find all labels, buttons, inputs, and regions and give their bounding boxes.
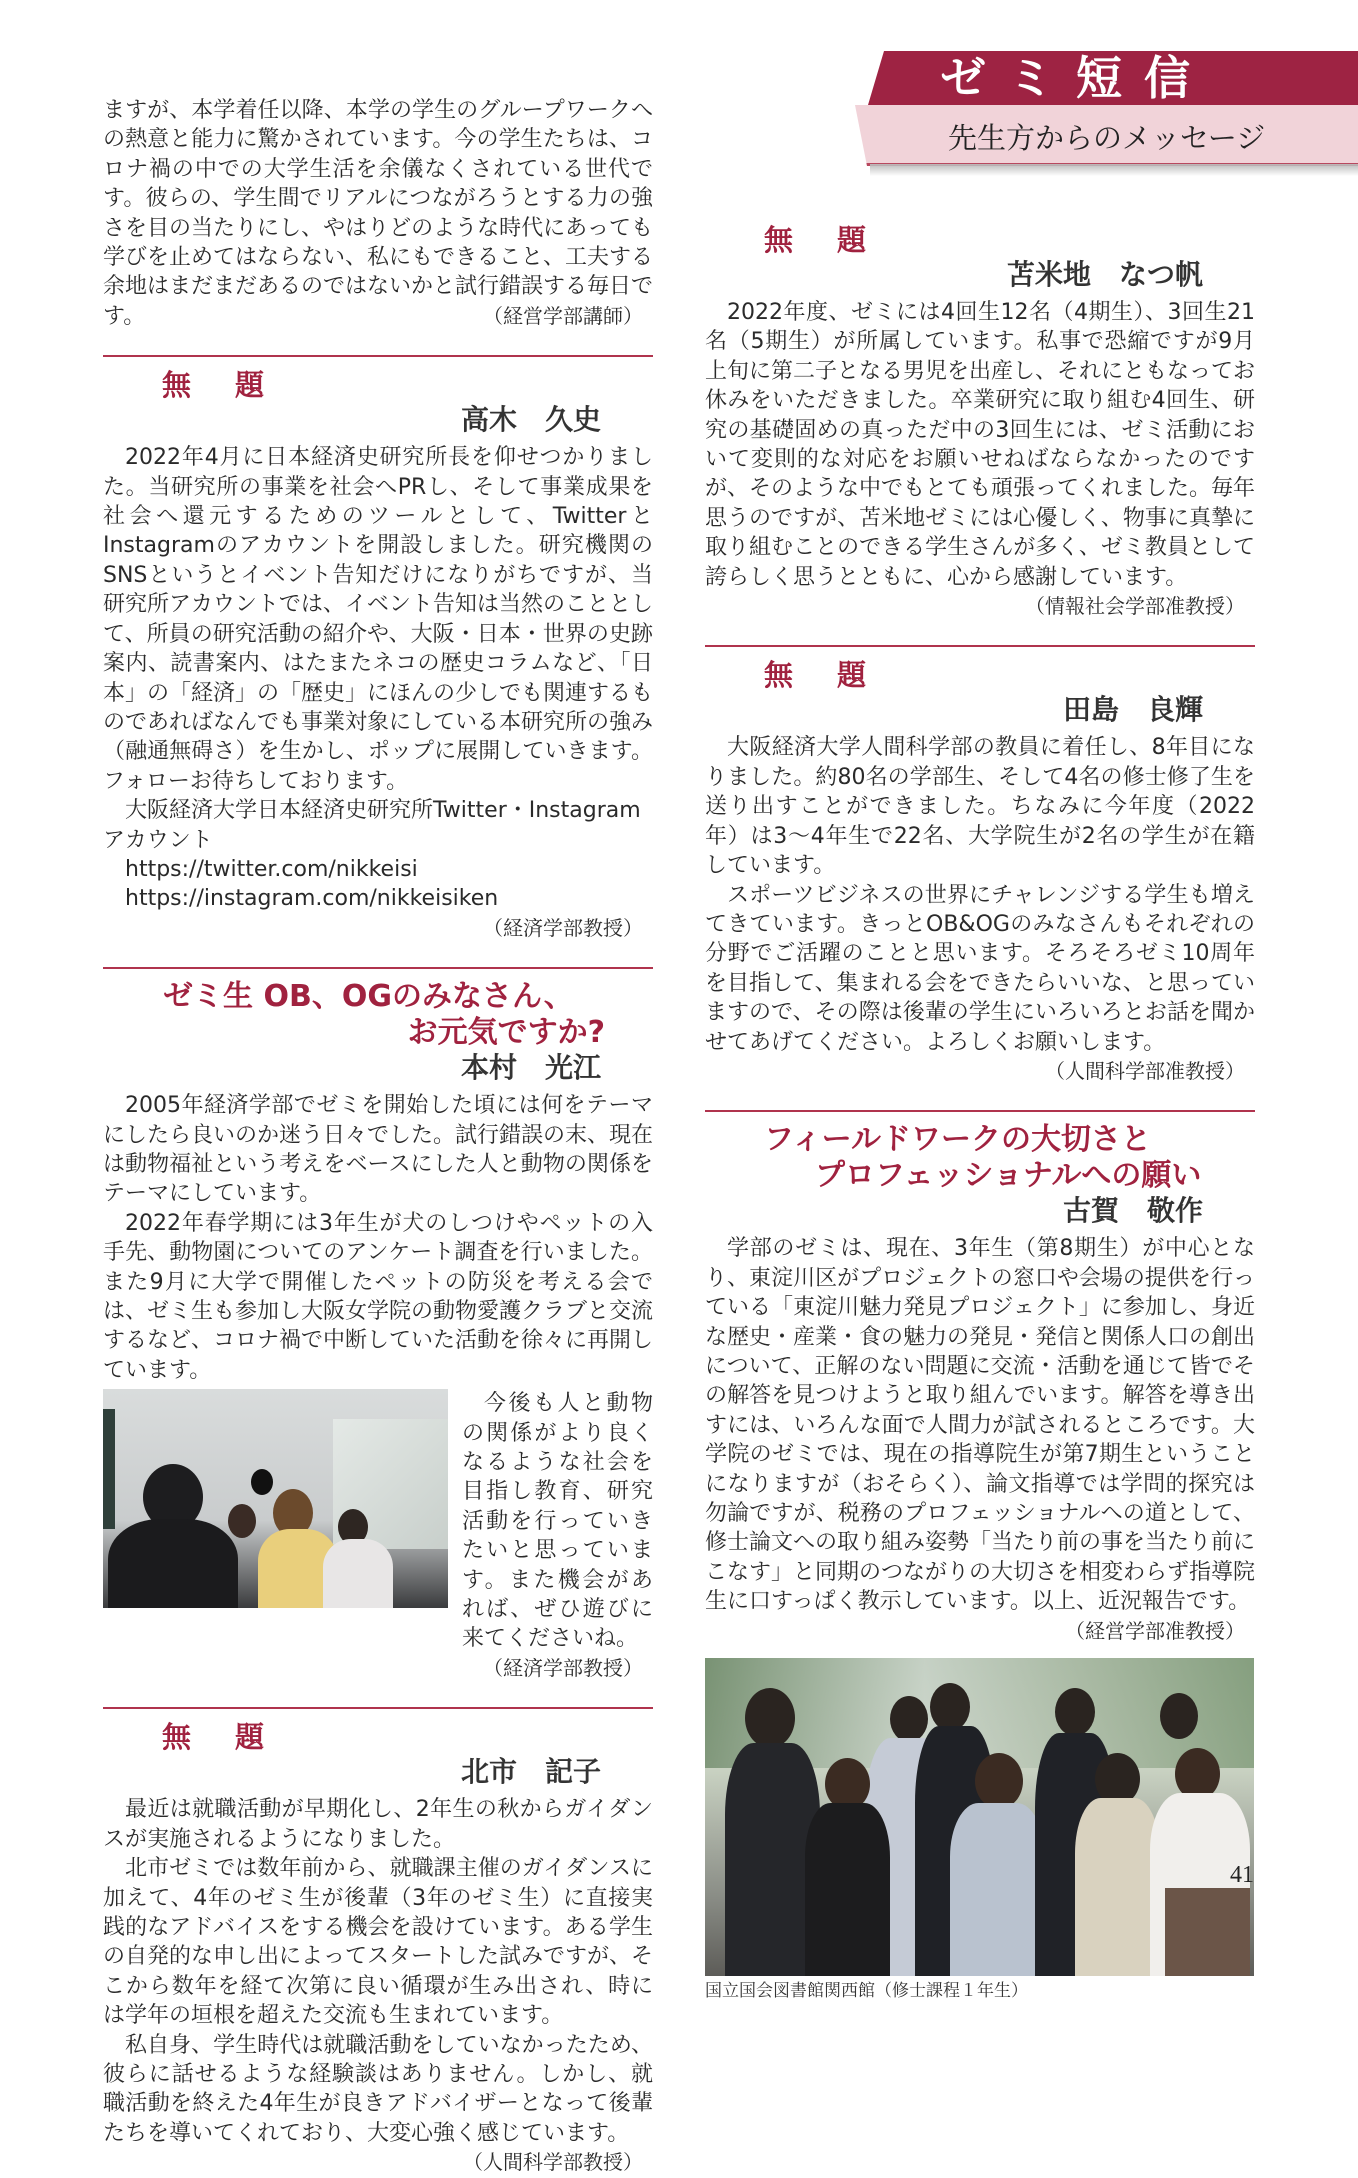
honmura-side-text (462, 1389, 653, 1683)
person-body (1075, 1798, 1160, 1976)
tajima-article (705, 733, 1255, 1086)
presenter-head (251, 1469, 273, 1495)
article-title-line2: お元気ですか? (407, 1015, 605, 1051)
body-paragraph: 2022年度、ゼミには4回生12名（4期生）、3回生21名（5期生）が所属しています。私事で恐縮ですが9月上旬に第二子となる男児を出産し、それにともなってお休みをいただきました。卒業研究に取り組む4回生、研究の基礎固めの真っただ中の3回生には、ゼミ活動において変則的な対応をお願いせねばならなかったのですが、そのような中でもとても頑張ってくれました。毎年思うのですが、苫米地ゼミには心優しく、物事に真摯に取り組むことのできる学生さんが多く、ゼミ教員として誇らしく思うとともに、心から感謝しています。 (705, 300, 1256, 590)
skirt (1165, 1888, 1250, 1976)
body-paragraph: 今後も人と動物の関係がより良くなるような社会を目指し教育、研究活動を行っていきたいと思っています。また機会があれば、ぜひ遊びに来てくださいね。 (462, 1391, 653, 1652)
body-paragraph (705, 881, 1255, 1083)
body-paragraph (705, 1234, 1256, 1643)
author-name: 古賀 敬作 (1062, 1194, 1203, 1228)
title-char: 無 (162, 1720, 192, 1755)
affiliation: （経営学部准教授） (1065, 1618, 1245, 1643)
title-char: 題 (837, 223, 867, 257)
body-text: 学部のゼミは、現在、3年生（第8期生）が中心となり、東淀川区がプロジェクトの窓口や会場の提供を行っている「東淀川魅力発見プロジェクト」に参加し、身近な歴史・産業・食の魅力の発見・発信と関係人口の創出について、正解のない問題に交流・活動を通じて皆でその解答を見つけようと取り組んでいます。解答を導き出すには、いろんな面で人間力が試されるところです。大学院のゼミでは、現在の指導院生が第7期生ということになりますが（おそらく）、論文指導では学問的探究は勿論ですが、税務のプロフェッショナルへの道として、修士論文への取り組み姿勢「当たり前の事を当たり前にこなす」と同期のつながりの大切さを相変わらず指導院生に口すっぱく教示しています。以上、近況報告です。 (705, 1236, 1256, 1615)
title-char: 題 (235, 1720, 265, 1755)
seminar-photo (103, 1389, 448, 1608)
kitaichi-article (103, 1795, 653, 2177)
author-name: 本村 光江 (460, 1051, 601, 1085)
article-title (103, 367, 653, 403)
article-title (103, 1719, 653, 1755)
banner-title: ゼミ短信 (940, 51, 1212, 105)
person-head (930, 1683, 970, 1731)
title-char: 題 (235, 368, 265, 403)
author-name: 苫米地 なつ帆 (1006, 258, 1203, 291)
affiliation: （人間科学部准教授） (1045, 1058, 1245, 1083)
author-name: 田島 良輝 (1062, 693, 1203, 727)
person-head (975, 1753, 1023, 1809)
intro-article (103, 96, 653, 331)
photo-caption: 国立国会図書館関西館（修士課程１年生） (705, 1981, 1028, 2002)
takagi-article (103, 443, 653, 943)
banner-subtitle: 先生方からのメッセージ (948, 121, 1266, 155)
account-label: 大阪経済大学日本経済史研究所Twitter・Instagramアカウント (103, 798, 641, 853)
body-paragraph: 2022年4月に日本経済史研究所長を仰せつかりました。当研究所の事業を社会へPRし、そして事業成果を社会へ還元するためのツールとして、TwitterとInstagramのアカウントを開設しました。研究機関のSNSというとイベント告知だけになりがちですが、当研究所アカウントでは、イベント告知は当然のこととして、所員の研究活動の紹介や、大阪・日本・世界の史跡案内、読書案内、はたまたネコの歴史コラムなど、「日本」の「経済」の「歴史」にほんの少しでも関連するものであればなんでも事業対象にしている本研究所の強み（融通無碍さ）を生かし、ポップに展開していきます。フォローお待ちしております。 (103, 445, 654, 794)
person-head (890, 1696, 928, 1742)
divider (103, 355, 653, 357)
body-paragraph: 2005年経済学部でゼミを開始した頃には何をテーマにしたら良いのか迷う日々でした。試行錯誤の末、現在は動物福祉という考えをベースにした人と動物の関係をテーマにしています。 (103, 1093, 654, 1207)
body-paragraph: 最近は就職活動が早期化し、2年生の秋からガイダンスが実施されるようになりました。 (103, 1797, 653, 1852)
honmura-article (103, 1091, 653, 1385)
affiliation: （人間科学部教授） (463, 2150, 643, 2175)
koga-article (705, 1234, 1255, 1646)
divider (103, 967, 653, 969)
person-head (745, 1688, 795, 1748)
instagram-link (103, 884, 653, 940)
divider (103, 1707, 653, 1709)
title-char: 無 (764, 223, 794, 257)
body-paragraph: 2022年春学期には3年生が犬のしつけやペットの入手先、動物園についてのアンケート調査を行いました。また9月に大学で開催したペットの防災を考える会では、ゼミ生も参加し大阪女学院の動物愛護クラブと交流するなど、コロナ禍で中断していた活動を徐々に再開しています。 (103, 1210, 654, 1383)
body-text: スポーツビジネスの世界にチャレンジする学生も増えてきています。きっとOB&OGのみなさんもそれぞれの分野でご活躍のことと思います。そろそろゼミ10周年を目指して、集まれる会をできたらいいな、と思っていますので、その際は後輩の学生にいろいろとお話を聞かせてあげてください。よろしくお願いします。 (705, 882, 1255, 1055)
affiliation: （経営学部講師） (483, 303, 643, 328)
body-paragraph: 大阪経済大学人間科学部の教員に着任し、8年目になりました。約80名の学部生、そして4名の修士修了生を送り出すことができました。ちなみに今年度（2022年）は3～4年生で22名、大学院生が2名の学生が在籍しています。 (705, 735, 1255, 879)
person-body (323, 1539, 393, 1608)
body-text: 私自身、学生時代は就職活動をしていなかったため、彼らに話せるような経験談はありません。しかし、就職活動を終えた4年生が良きアドバイザーとなって後輩たちを導いてくれており、大変心強く感じています。 (103, 2032, 653, 2146)
affiliation: （経済学部教授） (483, 1655, 643, 1680)
title-char: 題 (837, 658, 867, 693)
body-paragraph (103, 2031, 653, 2175)
title-char: 無 (162, 368, 192, 403)
person-body (805, 1803, 890, 1976)
group-photo (705, 1658, 1254, 1976)
body-paragraph (103, 96, 653, 331)
article-title-line1: フィールドワークの大切さと (764, 1122, 1151, 1158)
affiliation: （経済学部教授） (483, 915, 643, 940)
person-body (950, 1803, 1045, 1976)
right-column (705, 222, 1255, 2004)
article-title-line2: プロフェッショナルへの願い (815, 1158, 1202, 1194)
blackboard-edge (103, 1409, 115, 1529)
article-title-line1: ゼミ生 OB、OGのみなさん、 (163, 979, 574, 1015)
person-body (108, 1519, 238, 1608)
author-name: 高木 久史 (460, 403, 601, 437)
tomabechi-article (705, 298, 1255, 621)
body-text: ますが、本学着任以降、本学の学生のグループワークへの熱意と能力に驚かされています。今の学生たちは、コロナ禍の中での大学生活を余儀なくされている世代です。彼らの、学生間でリアルにつながろうとする力の強さを目の当たりにし、やはりどのような時代にあっても学びを止めてはならない、私にもできること、工夫する余地はまだまだあるのではないかと試行錯誤する毎日です。 (103, 98, 654, 329)
instagram-link-text[interactable]: https://instagram.com/nikkeisiken (125, 886, 499, 912)
banner-shadow (870, 164, 1358, 176)
body-paragraph: 北市ゼミでは数年前から、就職課主催のガイダンスに加えて、4年のゼミ生が後輩（3年のゼミ生）に直接実践的なアドバイスをする機会を設けています。ある学生の自発的な申し出によってスタートした試みですが、そこから数年を経て次第に良い循環が生み出され、時には学年の垣根を超えた交流も生まれています。 (103, 1856, 654, 2029)
person-head (228, 1504, 256, 1538)
left-column (103, 96, 653, 2178)
affiliation: （情報社会学部准教授） (1025, 594, 1245, 619)
honmura-photo-row (103, 1389, 653, 1683)
article-title (705, 657, 1255, 693)
author-name: 北市 記子 (460, 1755, 601, 1789)
person-head (1055, 1688, 1095, 1736)
twitter-link[interactable]: https://twitter.com/nikkeisi (125, 856, 418, 882)
divider (705, 645, 1255, 647)
article-title (705, 222, 1255, 258)
divider (705, 1110, 1255, 1112)
page-number: 41 (1230, 1862, 1254, 1888)
title-char: 無 (764, 658, 794, 693)
person-head (1160, 1693, 1198, 1739)
